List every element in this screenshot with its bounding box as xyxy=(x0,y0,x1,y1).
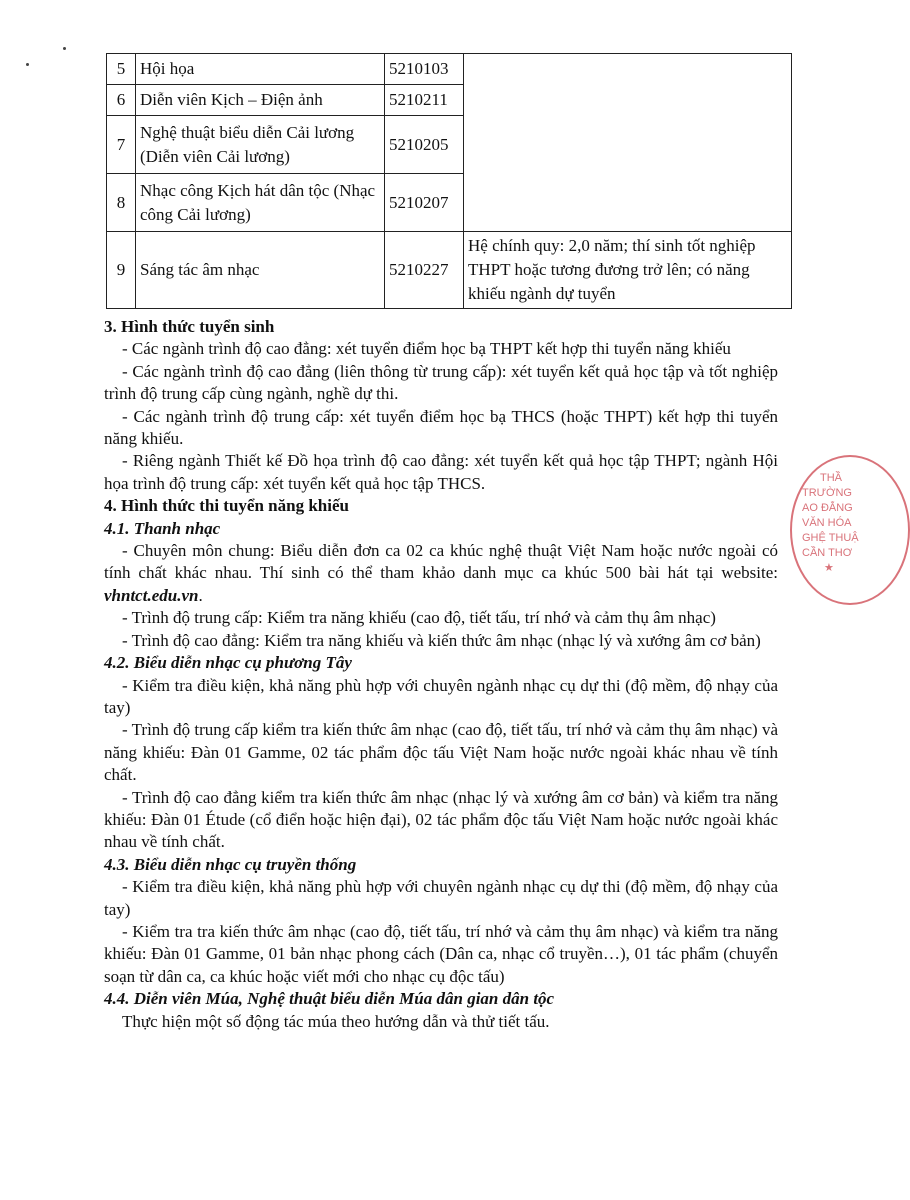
stamp-text: AO ĐẲNG xyxy=(802,502,853,514)
row-number: 9 xyxy=(107,232,136,309)
program-code: 5210211 xyxy=(385,85,464,116)
star-icon: ★ xyxy=(824,562,834,574)
stamp-text: CẦN THƠ xyxy=(802,547,853,559)
paragraph: - Trình độ trung cấp kiểm tra kiến thức âm nhạc (cao độ, tiết tấu, trí nhớ và cảm thụ âm nhạc) và năng khiếu: Đàn 01 Gamme, 02 tác phẩm độc tấu Việt Nam hoặc nước ngoài khác nhau về tính chất. xyxy=(104,720,778,785)
paragraph: - Trình độ trung cấp: Kiểm tra năng khiếu (cao độ, tiết tấu, trí nhớ và cảm thụ âm nhạc) xyxy=(122,608,716,628)
program-note: Hệ chính quy: 2,0 năm; thí sinh tốt nghiệp THPT hoặc tương đương trở lên; có năng khiếu ngành dự tuyển xyxy=(464,232,792,309)
paragraph: - Kiểm tra điều kiện, khả năng phù hợp với chuyên ngành nhạc cụ dự thi (độ mềm, độ nhạy của tay) xyxy=(104,675,778,717)
row-number: 6 xyxy=(107,85,136,116)
official-seal-stamp xyxy=(790,455,910,605)
scan-speck xyxy=(63,47,66,50)
paragraph-text: - Chuyên môn chung: Biểu diễn đơn ca 02 ca khúc nghệ thuật Việt Nam hoặc nước ngoài có tính chất khác nhau. Thí sinh có thể tham khảo danh mục ca khúc 500 bài hát tại website: xyxy=(104,541,778,583)
program-code: 5210103 xyxy=(385,54,464,85)
program-table xyxy=(106,53,792,309)
paragraph: - Trình độ cao đẳng: Kiểm tra năng khiếu và kiến thức âm nhạc (nhạc lý và xướng âm cơ bản) xyxy=(122,630,761,650)
paragraph-end: . xyxy=(198,585,203,605)
stamp-text: TRƯỜNG xyxy=(802,487,852,499)
subsection-heading: 4.3. Biểu diễn nhạc cụ truyền thống xyxy=(104,854,357,874)
program-code: 5210207 xyxy=(385,174,464,232)
section-heading: 4. Hình thức thi tuyển năng khiếu xyxy=(104,496,349,516)
paragraph: - Kiểm tra tra kiến thức âm nhạc (cao độ, tiết tấu, trí nhớ và cảm thụ âm nhạc) và kiểm tra năng khiếu: Đàn 01 Gamme, 01 bản nhạc phong cách (Dân ca, nhạc cổ truyền…), 01 tác phẩm (chuyển soạn từ dân ca, ca khúc hoặc viết mới cho nhạc cụ độc tấu) xyxy=(104,921,778,986)
paragraph: - Riêng ngành Thiết kế Đồ họa trình độ cao đẳng: xét tuyển kết quả học tập THPT; ngành Hội họa trình độ trung cấp: xét tuyển kết quả học tập THCS. xyxy=(104,451,778,493)
subsection-heading: 4.2. Biểu diễn nhạc cụ phương Tây xyxy=(104,653,352,673)
section-heading: 3. Hình thức tuyển sinh xyxy=(104,317,275,336)
program-code: 5210205 xyxy=(385,116,464,174)
row-number: 8 xyxy=(107,174,136,232)
paragraph xyxy=(104,540,778,607)
program-name: Sáng tác âm nhạc xyxy=(136,232,385,309)
program-name: Hội họa xyxy=(136,54,385,85)
program-name: Nghệ thuật biểu diễn Cải lương (Diễn viên Cải lương) xyxy=(136,116,385,174)
paragraph: - Các ngành trình độ cao đẳng: xét tuyển điểm học bạ THPT kết hợp thi tuyển năng khiếu xyxy=(122,339,731,359)
document-body xyxy=(104,316,778,1033)
table-row xyxy=(107,54,792,85)
website-link[interactable]: vhntct.edu.vn xyxy=(104,585,199,605)
row-number: 7 xyxy=(107,116,136,174)
program-name: Nhạc công Kịch hát dân tộc (Nhạc công Cải lương) xyxy=(136,174,385,232)
empty-note-cell xyxy=(464,54,792,232)
stamp-text: VĂN HÓA xyxy=(802,517,852,529)
stamp-text: THẦ xyxy=(820,472,842,484)
subsection-heading: 4.1. Thanh nhạc xyxy=(104,518,221,538)
stamp-text: GHỆ THUẬ xyxy=(802,532,859,544)
paragraph: - Trình độ cao đẳng kiểm tra kiến thức âm nhạc (nhạc lý và xướng âm cơ bản) và kiểm tra năng khiếu: Đàn 01 Étude (cổ điển hoặc hiện đại), 02 tác phẩm độc tấu Việt Nam hoặc nước ngoài khác nhau về tính chất. xyxy=(104,787,778,852)
subsection-heading: 4.4. Diễn viên Múa, Nghệ thuật biểu diễn Múa dân gian dân tộc xyxy=(104,989,555,1009)
paragraph: - Các ngành trình độ cao đẳng (liên thông từ trung cấp): xét tuyển kết quả học tập và tốt nghiệp trình độ trung cấp cùng ngành, nghề dự thi. xyxy=(104,361,778,404)
program-name: Diễn viên Kịch – Điện ảnh xyxy=(136,85,385,116)
paragraph: - Kiểm tra điều kiện, khả năng phù hợp với chuyên ngành nhạc cụ dự thi (độ mềm, độ nhạy của tay) xyxy=(104,877,778,919)
program-code: 5210227 xyxy=(385,232,464,309)
row-number: 5 xyxy=(107,54,136,85)
paragraph: Thực hiện một số động tác múa theo hướng dẫn và thử tiết tấu. xyxy=(122,1011,550,1031)
table-row xyxy=(107,232,792,309)
scan-speck xyxy=(26,63,29,66)
paragraph: - Các ngành trình độ trung cấp: xét tuyển điểm học bạ THCS (hoặc THPT) kết hợp thi tuyển năng khiếu. xyxy=(104,406,778,449)
